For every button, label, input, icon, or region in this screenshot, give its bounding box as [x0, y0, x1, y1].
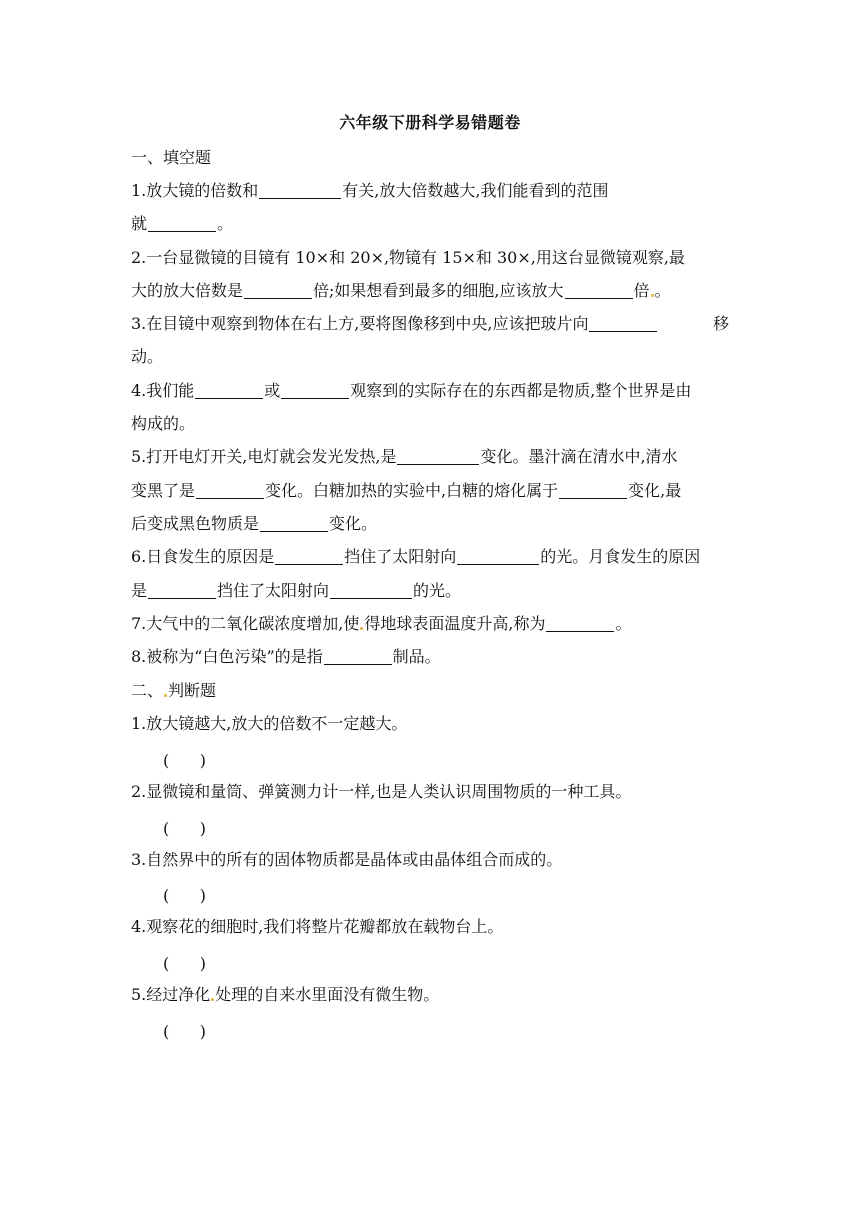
- question-5-line-1: 5.打开电灯开关,电灯就会发光发热,是 变化。墨汁滴在清水中,清水: [131, 447, 678, 466]
- annotation-mark: [211, 998, 214, 1001]
- judge-item-2: 2.显微镜和量筒、弹簧测力计一样,也是人类认识周围物质的一种工具。: [131, 782, 632, 801]
- question-7: 7.大气中的二氧化碳浓度增加,使 得地球表面温度升高,称为 。: [131, 614, 632, 633]
- answer-blank[interactable]: [324, 648, 392, 665]
- judge-item-5: 5.经过净化 处理的自来水里面没有微生物。: [131, 985, 440, 1004]
- answer-blank[interactable]: [565, 282, 633, 299]
- answer-parentheses[interactable]: ( ): [163, 819, 206, 838]
- answer-parentheses[interactable]: ( ): [163, 954, 206, 973]
- judge-item-4: 4.观察花的细胞时,我们将整片花瓣都放在载物台上。: [131, 917, 504, 936]
- answer-blank[interactable]: [244, 282, 312, 299]
- answer-blank[interactable]: [457, 548, 539, 565]
- judge-item-1: 1.放大镜越大,放大的倍数不一定越大。: [131, 714, 408, 733]
- answer-blank[interactable]: [589, 315, 657, 332]
- answer-blank[interactable]: [281, 382, 349, 399]
- section-heading-true-false: 二、 判断题: [131, 681, 217, 700]
- answer-blank[interactable]: [330, 582, 412, 599]
- question-3-line-1: 3.在目镜中观察到物体在右上方,要将图像移到中央,应该把玻片向 移: [131, 314, 729, 333]
- answer-blank[interactable]: [559, 482, 627, 499]
- answer-blank[interactable]: [275, 548, 343, 565]
- answer-blank[interactable]: [260, 515, 328, 532]
- question-4-line-1: 4.我们能 或 观察到的实际存在的东西都是物质,整个世界是由: [131, 381, 692, 400]
- question-6-line-2: 是 挡住了太阳射向 的光。: [131, 581, 462, 600]
- answer-blank[interactable]: [546, 615, 614, 632]
- answer-blank[interactable]: [195, 382, 263, 399]
- annotation-mark: [360, 627, 363, 630]
- answer-blank[interactable]: [196, 482, 264, 499]
- answer-blank[interactable]: [259, 182, 341, 199]
- question-1-line-2: 就 。: [131, 214, 234, 233]
- question-3-line-2: 动。: [131, 347, 164, 366]
- question-6-line-1: 6.日食发生的原因是 挡住了太阳射向 的光。月食发生的原因: [131, 547, 701, 566]
- judge-item-3: 3.自然界中的所有的固体物质都是晶体或由晶体组合而成的。: [131, 850, 563, 869]
- answer-blank[interactable]: [148, 215, 216, 232]
- question-5-line-3: 后变成黑色物质是 变化。: [131, 514, 378, 533]
- answer-parentheses[interactable]: ( ): [163, 1022, 206, 1041]
- question-1-line-1: 1.放大镜的倍数和 有关,放大倍数越大,我们能看到的范围: [131, 181, 609, 200]
- question-4-line-2: 构成的。: [131, 414, 196, 433]
- question-2-line-1: 2.一台显微镜的目镜有 10×和 20×,物镜有 15×和 30×,用这台显微镜观察,最: [131, 248, 685, 267]
- question-8: 8.被称为“白色污染”的是指 制品。: [131, 647, 441, 666]
- question-5-line-2: 变黑了是 变化。白糖加热的实验中,白糖的熔化属于 变化,最: [131, 481, 682, 500]
- answer-parentheses[interactable]: ( ): [163, 751, 206, 770]
- answer-parentheses[interactable]: ( ): [163, 886, 206, 905]
- answer-blank[interactable]: [397, 448, 479, 465]
- section-heading-fill-blank: 一、填空题: [131, 148, 212, 167]
- answer-blank[interactable]: [148, 582, 216, 599]
- annotation-mark: [651, 294, 654, 297]
- question-2-line-2: 大的放大倍数是 倍;如果想看到最多的细胞,应该放大 倍 。: [131, 281, 671, 300]
- page-title: 六年级下册科学易错题卷: [339, 113, 521, 132]
- annotation-mark: [164, 694, 167, 697]
